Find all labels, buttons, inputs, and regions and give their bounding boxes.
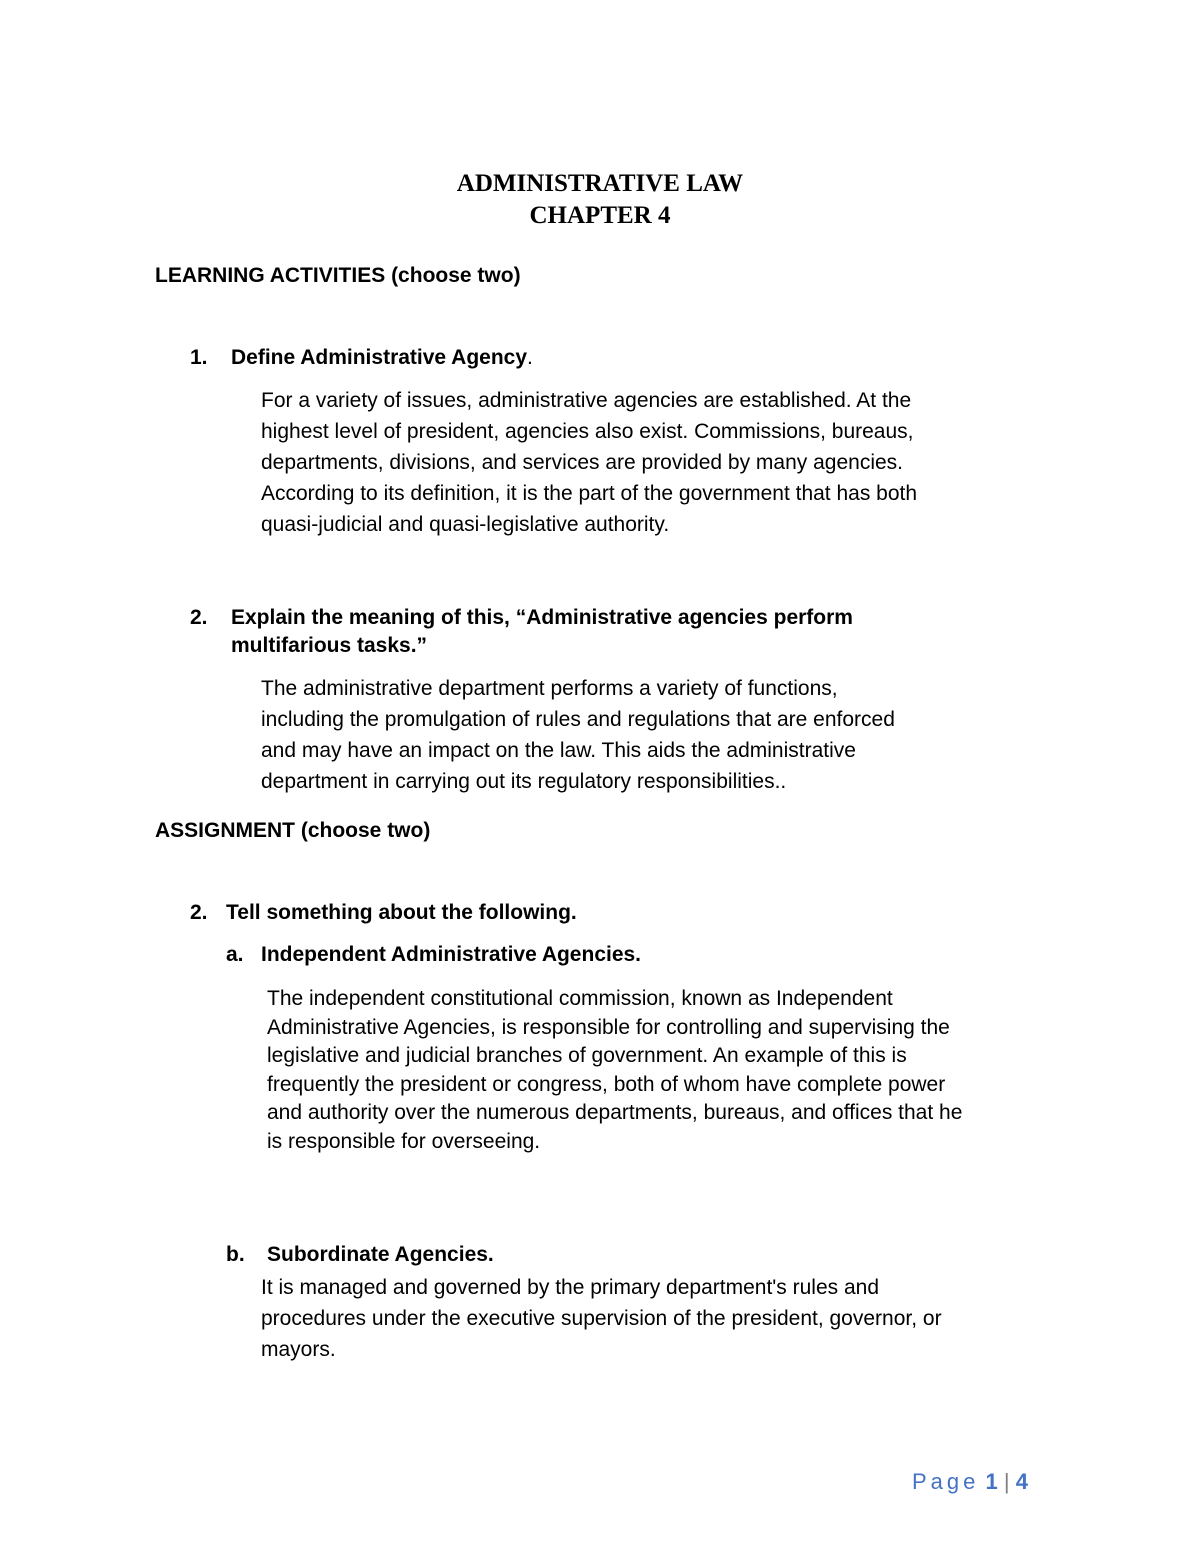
footer-current-page: 1: [985, 1469, 998, 1494]
answer-2-line: department in carrying out its regulatory responsibilities..: [261, 770, 787, 793]
assignment-2-label: Tell something about the following.: [226, 901, 577, 924]
item-b-line: mayors.: [261, 1338, 336, 1361]
question-1-label: [231, 344, 533, 372]
assignment-heading: ASSIGNMENT (choose two): [155, 819, 431, 842]
item-a-line: The independent constitutional commission, known as Independent: [267, 987, 893, 1010]
item-a-line: Administrative Agencies, is responsible for controlling and supervising the: [267, 1015, 950, 1039]
answer-1-line: quasi-judicial and quasi-legislative authority.: [261, 513, 670, 536]
answer-1-line: According to its definition, it is the part of the government that has both: [261, 482, 918, 505]
answer-1-line: For a variety of issues, administrative agencies are established. At the: [261, 389, 912, 412]
answer-2-line: The administrative department performs a variety of functions,: [261, 677, 838, 700]
footer-page-word: Page: [912, 1469, 980, 1494]
assignment-2-number: 2.: [190, 901, 208, 924]
question-2-label: [231, 604, 853, 660]
question-2-label-line: multifarious tasks.”: [231, 634, 428, 657]
learning-activities-heading: LEARNING ACTIVITIES (choose two): [155, 264, 521, 287]
item-a-paragraph: [267, 985, 962, 1156]
question-2-number: 2.: [190, 606, 208, 629]
document-title: ADMINISTRATIVE LAW: [456, 170, 744, 197]
answer-1-line: highest level of president, agencies also exist. Commissions, bureaus,: [261, 420, 914, 443]
item-b-line: It is managed and governed by the primary department's rules and: [261, 1276, 880, 1299]
answer-1-paragraph: [261, 385, 917, 540]
item-a-label: Independent Administrative Agencies.: [261, 943, 642, 966]
answer-2-line: including the promulgation of rules and regulations that are enforced: [261, 708, 895, 731]
footer-total-pages: 4: [1015, 1469, 1028, 1494]
question-2-label-line: Explain the meaning of this, “Administrative agencies perform: [231, 606, 853, 629]
item-a-line: and authority over the numerous departments, bureaus, and offices that he: [267, 1101, 963, 1124]
item-b-label: Subordinate Agencies.: [267, 1243, 494, 1266]
answer-2-line: and may have an impact on the law. This aids the administrative: [261, 739, 856, 762]
question-1-number: 1.: [190, 346, 208, 369]
item-b-paragraph: [261, 1272, 942, 1365]
chapter-subtitle: CHAPTER 4: [529, 202, 671, 229]
question-1-label-suffix: .: [527, 346, 533, 369]
item-a-line: legislative and judicial branches of government. An example of this is: [267, 1044, 907, 1067]
item-a-line: frequently the president or congress, both of whom have complete power: [267, 1072, 946, 1096]
item-a-line: is responsible for overseeing.: [267, 1129, 541, 1153]
item-b-letter: b.: [226, 1243, 245, 1266]
footer-separator: |: [1003, 1469, 1010, 1494]
question-1-label-text: Define Administrative Agency: [231, 346, 528, 369]
item-b-line: procedures under the executive supervision of the president, governor, or: [261, 1307, 942, 1330]
answer-2-paragraph: [261, 673, 895, 797]
answer-1-line: departments, divisions, and services are provided by many agencies.: [261, 451, 903, 474]
page-footer: [912, 1468, 1028, 1496]
item-a-letter: a.: [226, 943, 244, 966]
